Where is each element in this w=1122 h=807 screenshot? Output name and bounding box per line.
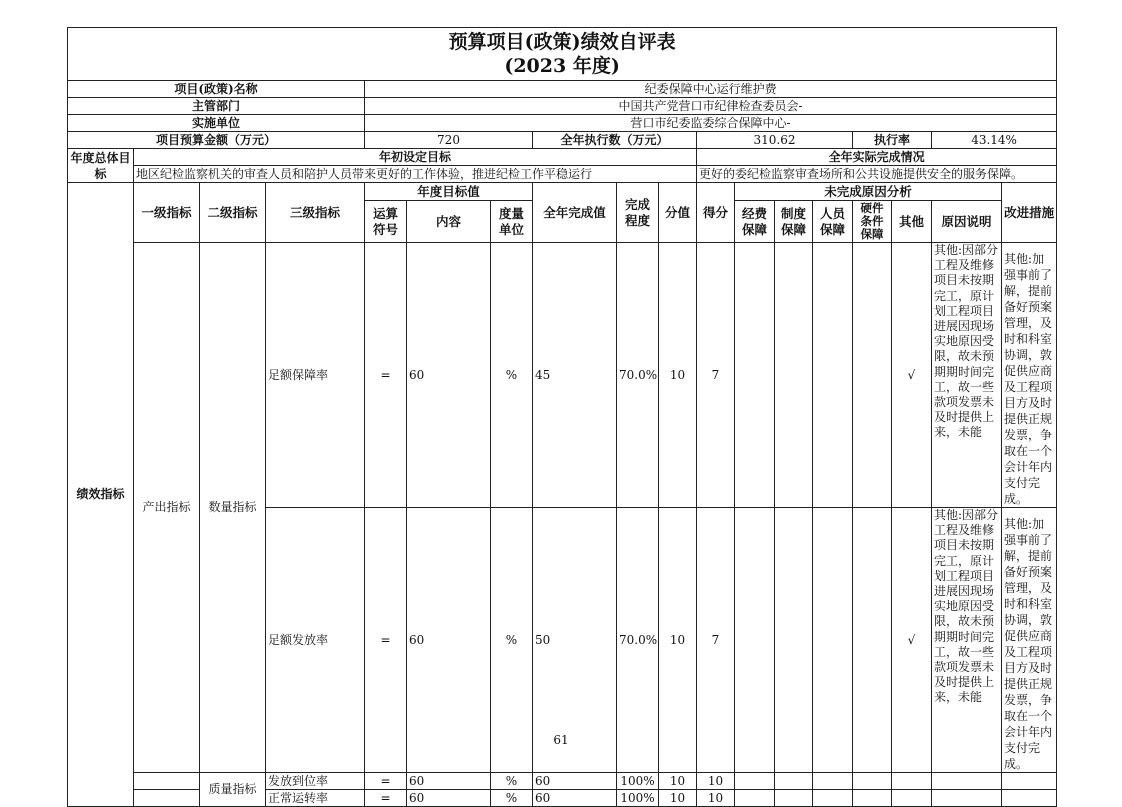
reason-staff-cell: [813, 773, 853, 790]
operator-cell: =: [365, 243, 407, 508]
dept-label: 主管部门: [68, 98, 365, 115]
evaluation-sheet: [67, 27, 1056, 807]
executed-label: 全年执行数（万元）: [533, 132, 697, 149]
operator-cell: =: [365, 790, 407, 807]
actual-cell: 60: [533, 790, 617, 807]
reason-explain-text: 其他:因部分工程及维修项目未按期完工，原计划工程项目进展因现场实地原因受限，故未预期期时间完工，故一些款项发票未及时提供上来，未能: [934, 508, 999, 705]
operator-cell: =: [365, 773, 407, 790]
budget-value: 720: [365, 132, 533, 149]
budget-label: 项目预算金额（万元）: [68, 132, 365, 149]
actual-goal-label: 全年实际完成情况: [697, 149, 1057, 166]
annual-target-header: 年度目标值: [365, 183, 533, 201]
improve-cell: 其他:加强事前了解，提前备好预案管理，及时和科室协调，敦促供应商及工程项目方及时提供正规发票，争取在一个会计年内支付完成。: [1002, 508, 1057, 773]
reason-explain-cell: [932, 790, 1002, 807]
unit-cell: %: [491, 508, 533, 773]
unit-cell: %: [491, 790, 533, 807]
reason-hardware-cell: [853, 773, 892, 790]
page-subtitle: (2023 年度): [504, 55, 620, 77]
reason-fund-header: 经费保障: [735, 201, 775, 243]
perf-indicator-label: 绩效指标: [68, 183, 134, 807]
target-cell: 60: [407, 508, 491, 773]
reason-other-check: √: [892, 243, 932, 508]
evaluation-table: [67, 27, 1057, 807]
degree-cell: 70.0%: [617, 508, 659, 773]
actual-cell: 45: [533, 243, 617, 508]
indicator-name: 发放到位率: [266, 773, 365, 790]
target-cell: 60: [407, 243, 491, 508]
indicator-name: 足额发放率: [266, 508, 365, 773]
score-value-cell: 10: [659, 508, 697, 773]
unit-cell: %: [491, 243, 533, 508]
table-row: [68, 773, 1057, 790]
unit-header: 度量单位: [491, 201, 533, 243]
output-indicator-cell: 产出指标: [134, 243, 200, 773]
operator-header: 运算符号: [365, 201, 407, 243]
output-indicator-continuation: [134, 790, 200, 807]
executed-value: 310.62: [697, 132, 853, 149]
improve-cell: [1002, 773, 1057, 790]
initial-goal-label: 年初设定目标: [134, 149, 697, 166]
dept-value: 中国共产党营口市纪律检查委员会-: [365, 98, 1057, 115]
reason-staff-header: 人员保障: [813, 201, 853, 243]
score-value-cell: 10: [659, 790, 697, 807]
reason-staff-cell: [813, 790, 853, 807]
reason-other-check: [892, 790, 932, 807]
degree-cell: 70.0%: [617, 243, 659, 508]
overall-goal-label: 年度总体目标: [68, 149, 134, 183]
rate-label: 执行率: [853, 132, 932, 149]
score-cell: 10: [697, 773, 735, 790]
improve-header: 改进措施: [1002, 183, 1057, 243]
reason-system-cell: [775, 243, 813, 508]
reason-explain-text: 其他:因部分工程及维修项目未按期完工，原计划工程项目进展因现场实地原因受限，故未预期期时间完工，故一些款项发票未及时提供上来，未能: [934, 243, 999, 440]
unit-cell: %: [491, 773, 533, 790]
actual-cell: 60: [533, 773, 617, 790]
indicator-name: 正常运转率: [266, 790, 365, 807]
page-title: 预算项目(政策)绩效自评表: [448, 31, 676, 53]
reason-other-header: 其他: [892, 201, 932, 243]
score-cell: 7: [697, 508, 735, 773]
degree-cell: 100%: [617, 790, 659, 807]
reason-hardware-cell: [853, 243, 892, 508]
actual-goal-text: 更好的委纪检监察审查场所和公共设施提供安全的服务保障。: [697, 166, 1057, 183]
reason-fund-cell: [735, 243, 775, 508]
improve-cell: [1002, 790, 1057, 807]
page-number: 61: [553, 733, 569, 747]
unfinished-header: 未完成原因分析: [735, 183, 1002, 201]
score-value-cell: 10: [659, 243, 697, 508]
title-block: [68, 28, 1057, 81]
reason-explain-cell: [932, 773, 1002, 790]
score-value-cell: 10: [659, 773, 697, 790]
project-name-value: 纪委保障中心运行维护费: [365, 81, 1057, 98]
indicator-name: 足额保障率: [266, 243, 365, 508]
reason-system-cell: [775, 773, 813, 790]
reason-hardware-header: 硬件条件保障: [853, 201, 892, 243]
unit-label: 实施单位: [68, 115, 365, 132]
score-header: 得分: [697, 183, 735, 243]
target-cell: 60: [407, 790, 491, 807]
table-row: [68, 243, 1057, 508]
degree-cell: 100%: [617, 773, 659, 790]
operator-cell: =: [365, 508, 407, 773]
improve-cell: 其他:加强事前了解，提前备好预案管理，及时和科室协调，敦促供应商及工程项目方及时提供正规发票，争取在一个会计年内支付完成。: [1002, 243, 1057, 508]
reason-fund-cell: [735, 773, 775, 790]
reason-system-header: 制度保障: [775, 201, 813, 243]
degree-header: 完成程度: [617, 183, 659, 243]
reason-explain-cell: [932, 243, 1002, 508]
rate-value: 43.14%: [932, 132, 1057, 149]
reason-staff-cell: [813, 243, 853, 508]
score-cell: 7: [697, 243, 735, 508]
actual-cell: 50: [533, 508, 617, 773]
score-value-header: 分值: [659, 183, 697, 243]
unit-value: 营口市纪委监委综合保障中心-: [365, 115, 1057, 132]
initial-goal-text: 地区纪检监察机关的审查人员和陪护人员带来更好的工作体验，推进纪检工作平稳运行: [134, 166, 697, 183]
level3-header: 三级指标: [266, 183, 365, 243]
level2-header: 二级指标: [200, 183, 266, 243]
reason-system-cell: [775, 790, 813, 807]
reason-explain-header: 原因说明: [932, 201, 1002, 243]
reason-other-check: √: [892, 508, 932, 773]
score-cell: 10: [697, 790, 735, 807]
reason-fund-cell: [735, 790, 775, 807]
content-header: 内容: [407, 201, 491, 243]
reason-hardware-cell: [853, 790, 892, 807]
reason-other-check: [892, 773, 932, 790]
quantity-indicator-cell: 数量指标: [200, 243, 266, 773]
project-name-label: 项目(政策)名称: [68, 81, 365, 98]
annual-done-header: 全年完成值: [533, 183, 617, 243]
target-cell: 60: [407, 773, 491, 790]
output-indicator-continuation: [134, 773, 200, 790]
quality-indicator-cell: 质量指标: [200, 773, 266, 807]
level1-header: 一级指标: [134, 183, 200, 243]
